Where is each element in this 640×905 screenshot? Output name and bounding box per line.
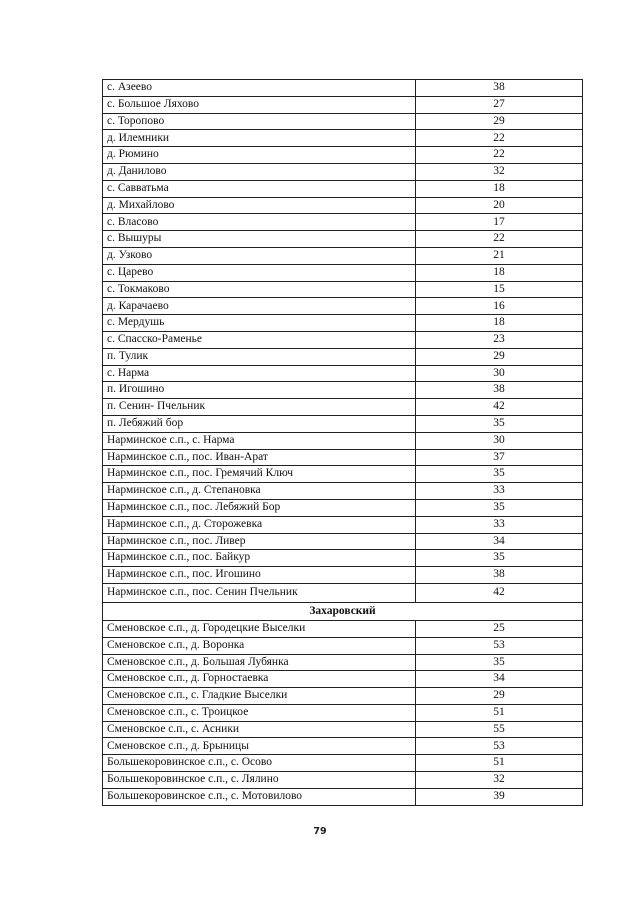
settlement-name: Нарминское с.п., с. Нарма [103,432,416,449]
table-row [103,721,583,738]
settlement-value: 22 [416,231,583,248]
settlement-name: Нарминское с.п., пос. Иван-Арат [103,449,416,466]
table-row [103,331,583,348]
settlement-name: д. Михайлово [103,197,416,214]
settlement-name: Нарминское с.п., пос. Байкур [103,550,416,567]
settlement-value: 35 [416,654,583,671]
settlement-name: с. Нарма [103,365,416,382]
table-row [103,671,583,688]
table-row [103,449,583,466]
section-row [103,603,583,621]
settlement-name: с. Вышуры [103,231,416,248]
settlement-name: Нарминское с.п., пос. Лебяжий Бор [103,499,416,516]
settlement-name: с. Мердушь [103,315,416,332]
settlement-name: Нарминское с.п., д. Сторожевка [103,516,416,533]
table-row [103,197,583,214]
settlement-value: 38 [416,382,583,399]
table-row [103,415,583,432]
table-row [103,382,583,399]
table-row [103,516,583,533]
page-number: 79 [313,826,327,837]
settlement-name: с. Власово [103,214,416,231]
table-row [103,113,583,130]
settlement-value: 42 [416,583,583,603]
settlement-name: д. Илемники [103,130,416,147]
table-row [103,738,583,755]
settlement-value: 16 [416,298,583,315]
settlement-value: 53 [416,637,583,654]
settlement-name: с. Спасско-Раменье [103,331,416,348]
table-row [103,466,583,483]
settlement-value: 29 [416,113,583,130]
table-row [103,755,583,772]
settlement-name: Сменовское с.п., д. Брыницы [103,738,416,755]
settlement-value: 25 [416,620,583,637]
settlement-name: с. Царево [103,264,416,281]
settlement-value: 38 [416,567,583,584]
settlement-name: Большекоровинское с.п., с. Осово [103,755,416,772]
settlement-name: д. Данилово [103,163,416,180]
settlement-name: Нарминское с.п., пос. Ливер [103,533,416,550]
settlement-value: 35 [416,466,583,483]
table-row [103,298,583,315]
table-row [103,620,583,637]
table-row [103,130,583,147]
table-row [103,583,583,603]
settlement-name: Сменовское с.п., с. Гладкие Выселки [103,688,416,705]
settlement-name: Сменовское с.п., д. Городецкие Выселки [103,620,416,637]
settlement-value: 39 [416,788,583,805]
table-row [103,567,583,584]
settlement-name: Сменовское с.п., д. Воронка [103,637,416,654]
settlement-name: с. Азеево [103,80,416,97]
settlement-value: 22 [416,130,583,147]
table-row [103,704,583,721]
table-row [103,214,583,231]
settlement-value: 29 [416,688,583,705]
settlement-value: 29 [416,348,583,365]
table-body [103,80,583,806]
table-row [103,788,583,805]
settlement-value: 18 [416,180,583,197]
settlement-value: 32 [416,772,583,789]
settlement-name: с. Торопово [103,113,416,130]
settlement-value: 34 [416,533,583,550]
table-row [103,550,583,567]
table-row [103,399,583,416]
settlements-table [102,79,583,806]
settlement-value: 55 [416,721,583,738]
settlement-value: 18 [416,315,583,332]
settlement-value: 51 [416,704,583,721]
table-row [103,432,583,449]
settlement-name: с. Савватьма [103,180,416,197]
table-row [103,264,583,281]
settlement-value: 32 [416,163,583,180]
table-row [103,281,583,298]
settlement-name: д. Узково [103,247,416,264]
settlement-value: 15 [416,281,583,298]
table-row [103,637,583,654]
settlement-name: Сменовское с.п., д. Горностаевка [103,671,416,688]
settlement-value: 20 [416,197,583,214]
settlement-value: 35 [416,550,583,567]
table-row [103,80,583,97]
settlement-name: с. Большое Ляхово [103,96,416,113]
table-row [103,147,583,164]
settlement-value: 18 [416,264,583,281]
settlement-value: 35 [416,499,583,516]
table-row [103,365,583,382]
settlement-value: 22 [416,147,583,164]
settlement-value: 30 [416,365,583,382]
settlement-value: 17 [416,214,583,231]
settlement-value: 27 [416,96,583,113]
settlement-name: Сменовское с.п., с. Асники [103,721,416,738]
settlement-name: Сменовское с.п., д. Большая Лубянка [103,654,416,671]
settlement-name: д. Рюмино [103,147,416,164]
table-row [103,96,583,113]
settlement-value: 33 [416,483,583,500]
settlement-name: с. Токмаково [103,281,416,298]
table-row [103,688,583,705]
settlement-value: 34 [416,671,583,688]
table-row [103,247,583,264]
table-row [103,772,583,789]
table-row [103,533,583,550]
settlement-value: 21 [416,247,583,264]
table-row [103,163,583,180]
settlement-name: Нарминское с.п., д. Степановка [103,483,416,500]
section-title: Захаровский [103,603,583,621]
settlement-value: 42 [416,399,583,416]
table-row [103,315,583,332]
table-row [103,499,583,516]
settlement-name: Нарминское с.п., пос. Гремячий Ключ [103,466,416,483]
settlement-value: 33 [416,516,583,533]
settlement-value: 37 [416,449,583,466]
settlement-name: д. Карачаево [103,298,416,315]
table-row [103,180,583,197]
settlement-name: Большекоровинское с.п., с. Лялино [103,772,416,789]
settlement-value: 35 [416,415,583,432]
settlement-value: 38 [416,80,583,97]
settlement-name: п. Лебяжий бор [103,415,416,432]
settlement-value: 30 [416,432,583,449]
settlement-name: п. Игошино [103,382,416,399]
table-row [103,348,583,365]
settlement-value: 53 [416,738,583,755]
settlement-name: Большекоровинское с.п., с. Мотовилово [103,788,416,805]
settlement-value: 51 [416,755,583,772]
table-row [103,231,583,248]
settlement-name: п. Сенин- Пчельник [103,399,416,416]
settlement-name: п. Тулик [103,348,416,365]
settlement-name: Нарминское с.п., пос. Сенин Пчельник [103,583,416,603]
settlement-name: Сменовское с.п., с. Троицкое [103,704,416,721]
settlement-name: Нарминское с.п., пос. Игошино [103,567,416,584]
table-row [103,483,583,500]
settlement-value: 23 [416,331,583,348]
table-row [103,654,583,671]
